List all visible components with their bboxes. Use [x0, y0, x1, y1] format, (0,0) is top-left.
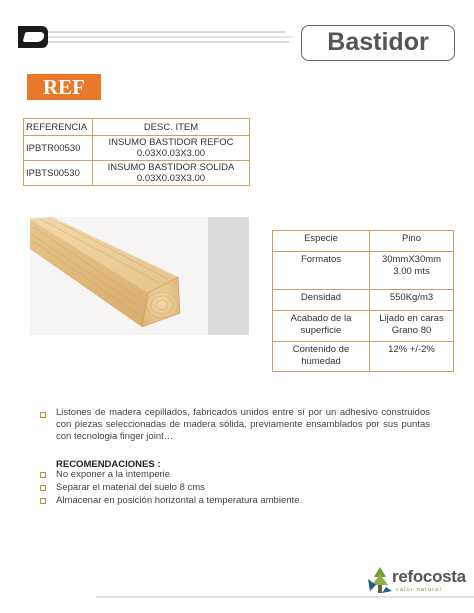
wood-batten-image	[30, 217, 249, 335]
cell-code: IPBTR00530	[24, 136, 93, 161]
desc-line: INSUMO BASTIDOR REFOC	[108, 137, 234, 148]
table-row	[273, 252, 454, 290]
table-row	[273, 231, 454, 252]
spec-label	[273, 342, 370, 372]
bullet-icon	[40, 498, 46, 504]
table-row	[273, 311, 454, 342]
table-row	[24, 161, 250, 186]
spec-label-line: humedad	[301, 355, 341, 367]
cell-code: IPBTS00530	[24, 161, 93, 186]
spec-value-line: 3.00 mts	[393, 265, 430, 277]
bullet-icon	[40, 472, 46, 478]
spec-value	[370, 252, 454, 290]
footer-divider	[96, 596, 474, 598]
ref-label: REF	[27, 74, 101, 100]
spec-value: 550Kg/m3	[370, 290, 454, 311]
spec-value-line: Grano 80	[391, 324, 432, 336]
spec-value	[370, 311, 454, 342]
recommendations-title: RECOMENDACIONES :	[56, 459, 161, 470]
bullet-icon	[40, 412, 46, 418]
cell-description	[93, 136, 250, 161]
desc-line: 0.03X0.03X3.00	[136, 148, 206, 159]
desc-line: INSUMO BASTIDOR SOLIDA	[107, 162, 235, 173]
table-row	[24, 136, 250, 161]
spec-value-line: 30mmX30mm	[381, 254, 442, 265]
list-item: No exponer a la intemperie	[56, 469, 171, 480]
column-header-desc-item: DESC. ITEM	[93, 119, 250, 136]
desc-line: 0.03X0.03X3.00	[136, 173, 206, 184]
spec-label: Especie	[273, 231, 370, 252]
table-row	[273, 290, 454, 311]
spec-label-line: superficie	[300, 324, 342, 336]
cell-description	[93, 161, 250, 186]
refocosta-logo-icon	[366, 565, 394, 595]
reference-table	[23, 118, 250, 186]
spec-label-line: Contenido de	[292, 344, 350, 355]
spec-label: Formatos	[273, 252, 370, 290]
spec-label	[273, 311, 370, 342]
spec-label: Densidad	[273, 290, 370, 311]
spec-value-line: Lijado en caras	[379, 313, 444, 324]
spec-value: Pino	[370, 231, 454, 252]
specs-table	[272, 230, 454, 372]
column-header-referencia: REFERENCIA	[24, 119, 93, 136]
spec-value: 12% +/-2%	[370, 342, 454, 372]
product-description: Listones de madera cepillados, fabricados unidos entre sí por un adhesivo construidos con piezas seleccionadas de madera sólida, previamente ensamblados por sus puntas con tecnologia finger joint…	[56, 407, 430, 442]
table-header-row	[24, 119, 250, 136]
brand-tagline: valor natural	[396, 587, 442, 593]
list-item: Separar el material del suelo 8 cms	[56, 482, 205, 493]
spec-label-line: Acabado de la	[290, 313, 352, 324]
brand-name: refocosta	[392, 567, 466, 586]
bullet-icon	[40, 485, 46, 491]
list-item: Almacenar en posición horizontal a temperatura ambiente.	[56, 495, 303, 506]
table-row	[273, 342, 454, 372]
page-title: Bastidor	[301, 25, 455, 61]
brand-badge-icon	[18, 26, 48, 48]
